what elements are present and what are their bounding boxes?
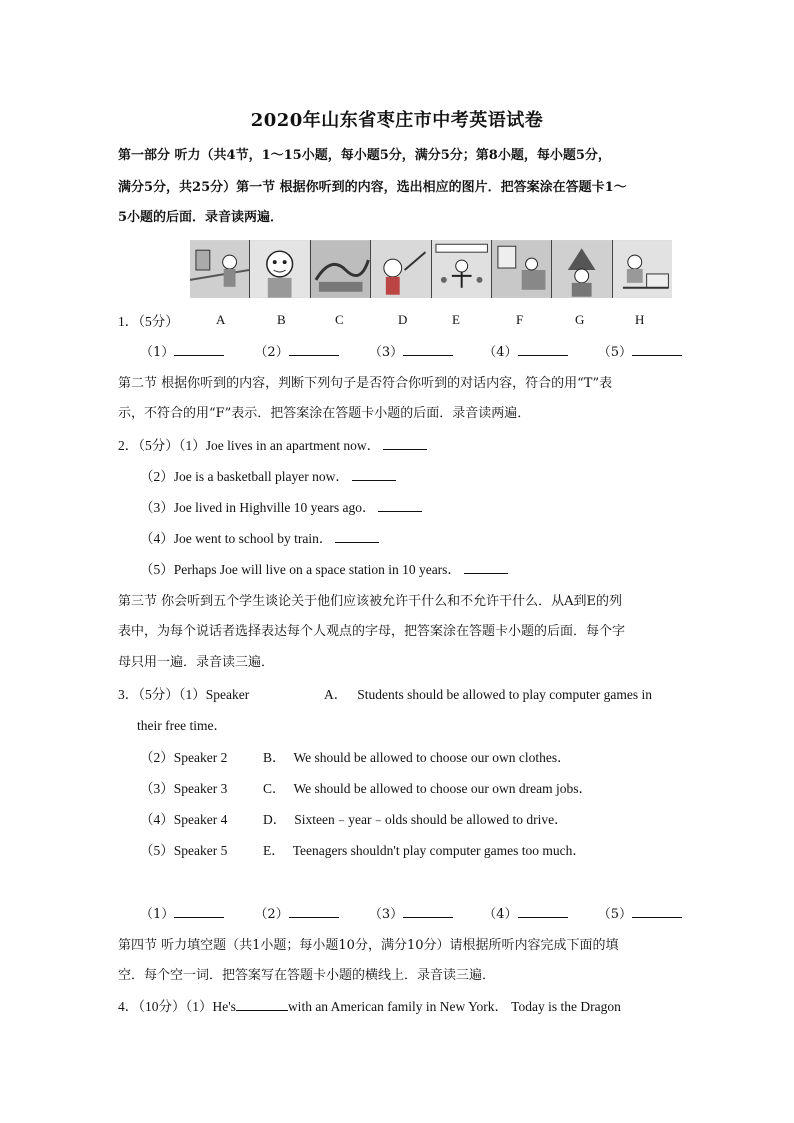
question-2-item-1 — [118, 438, 427, 454]
fill-in-blank[interactable] — [236, 999, 288, 1011]
item-number: （4） — [140, 531, 174, 546]
question-2-label: 2．（5分） — [118, 438, 179, 453]
answer-blank[interactable] — [632, 344, 682, 356]
q1-blank-label: （3） — [368, 345, 404, 360]
question-3-row-5 — [140, 843, 227, 859]
item-number: （2） — [140, 750, 174, 765]
answer-blank[interactable] — [403, 906, 453, 918]
picture-e — [432, 240, 492, 298]
answer-blank[interactable] — [352, 469, 396, 481]
picture-h — [613, 240, 672, 298]
statement-text: Joe went to school by train． — [173, 531, 333, 546]
question-3-row-3 — [140, 781, 227, 797]
q3-blank-label: （4） — [483, 907, 518, 922]
option-letter: E． — [263, 843, 285, 858]
listening-picture-strip — [190, 240, 672, 298]
question-3-row-1 — [118, 687, 249, 703]
answer-blank[interactable] — [518, 344, 568, 356]
section3-instructions-line1: 第三节 你会听到五个学生谈论关于他们应该被允许干什么和不允许干什么．从A到E的列 — [118, 594, 623, 609]
option-letter: B． — [263, 750, 286, 765]
option-d — [263, 812, 568, 828]
option-text: Teenagers shouldn't play computer games too much． — [292, 843, 586, 858]
question-4-item-1 — [118, 999, 621, 1015]
q1-blank-label: （1） — [140, 345, 175, 360]
speaker-label: Speaker 5 — [173, 843, 228, 858]
answer-blank[interactable] — [464, 562, 508, 574]
picture-letter-a: A — [216, 312, 226, 327]
picture-letter-d: D — [398, 312, 408, 327]
section3-instructions-line2: 表中，为每个说话者选择表达每个人观点的字母，把答案涂在答题卡小题的后面．每个字 — [118, 624, 626, 639]
answer-blank[interactable] — [335, 531, 379, 543]
speaker-label: Speaker 4 — [173, 812, 228, 827]
answer-blank[interactable] — [289, 906, 339, 918]
q3-blank-label: （5） — [597, 907, 632, 922]
q3-blank-label: （3） — [368, 907, 404, 922]
question-3-label: 3．（5分） — [118, 687, 179, 702]
item-number: （5） — [140, 843, 174, 858]
speaker-label: Speaker 2 — [173, 750, 228, 765]
part1-instructions-line2: 满分5分，共25分）第一节 根据你听到的内容，选出相应的图片．把答案涂在答题卡1～ — [118, 180, 627, 195]
option-a-continuation: their free time． — [137, 718, 227, 733]
q1-blank-label: （4） — [483, 345, 518, 360]
question-3-row-4 — [140, 812, 227, 828]
option-letter: C． — [263, 781, 286, 796]
picture-letter-b: B — [277, 312, 286, 327]
statement-text: Perhaps Joe will live on a space station in 10 years． — [173, 562, 461, 577]
option-c — [263, 781, 592, 797]
exam-title: 2020年山东省枣庄市中考英语试卷 — [250, 110, 544, 131]
q3-blank-label: （1） — [140, 907, 175, 922]
question-2-item-3 — [140, 500, 422, 516]
section4-instructions-line2: 空．每个空一词．把答案写在答题卡小题的横线上．录音读三遍． — [118, 968, 496, 983]
item-number: （1） — [178, 438, 206, 453]
speaker-label: Speaker 3 — [173, 781, 228, 796]
q1-blank-label: （2） — [254, 345, 289, 360]
item-number: （5） — [140, 562, 174, 577]
item-number: （2） — [140, 469, 174, 484]
option-letter: D． — [263, 812, 287, 827]
picture-letter-f: F — [516, 312, 524, 327]
picture-f — [492, 240, 552, 298]
option-b — [263, 750, 571, 766]
sentence-start: He's — [212, 999, 236, 1014]
section2-instructions-line1: 第二节 根据你听到的内容，判断下列句子是否符合你听到的对话内容，符合的用“T”表 — [118, 376, 613, 391]
q1-answer-blanks — [140, 344, 682, 361]
section4-instructions-line1: 第四节 听力填空题（共1小题；每小题10分，满分10分）请根据所听内容完成下面的填 — [118, 938, 619, 953]
section2-instructions-line2: 示，不符合的用“F”表示．把答案涂在答题卡小题的后面．录音读两遍． — [118, 406, 531, 421]
section3-instructions-line3: 母只用一遍．录音读三遍． — [118, 655, 275, 670]
question-2-item-4 — [140, 531, 379, 547]
answer-blank[interactable] — [383, 438, 427, 450]
q3-answer-blanks — [140, 906, 682, 923]
item-number: （3） — [140, 500, 174, 515]
q3-blank-label: （2） — [254, 907, 289, 922]
question-2-item-5 — [140, 562, 508, 578]
answer-blank[interactable] — [403, 344, 453, 356]
question-2-item-2 — [140, 469, 396, 485]
option-text: Students should be allowed to play computer games in — [357, 687, 652, 702]
part1-instructions-line1: 第一部分 听力（共4节，1～15小题，每小题5分，满分5分；第8小题，每小题5分， — [118, 148, 611, 163]
option-e — [263, 843, 586, 859]
question-4-label: 4．（10分） — [118, 999, 186, 1014]
answer-blank[interactable] — [174, 344, 224, 356]
picture-letter-g: G — [575, 312, 585, 327]
picture-g — [552, 240, 612, 298]
answer-blank[interactable] — [378, 500, 422, 512]
sentence-end: with an American family in New York． Today is the Dragon — [287, 999, 621, 1014]
option-letter: A． — [324, 687, 348, 702]
option-text: We should be allowed to choose our own dream jobs． — [293, 781, 592, 796]
picture-d — [371, 240, 431, 298]
item-number: （1） — [185, 999, 213, 1014]
picture-b — [250, 240, 310, 298]
answer-blank[interactable] — [518, 906, 568, 918]
picture-c — [311, 240, 371, 298]
statement-text: Joe lives in an apartment now． — [205, 438, 381, 453]
option-a — [324, 687, 652, 703]
picture-letter-h: H — [635, 312, 645, 327]
statement-text: Joe is a basketball player now． — [173, 469, 349, 484]
picture-letter-e: E — [452, 312, 460, 327]
picture-letter-c: C — [335, 312, 344, 327]
question-1-label: 1．（5分） — [118, 314, 179, 329]
part1-instructions-line3: 5小题的后面．录音读两遍． — [118, 210, 284, 225]
item-number: （3） — [140, 781, 174, 796]
option-text: Sixteen﹣year﹣olds should be allowed to drive． — [294, 812, 568, 827]
speaker-label: Speaker — [205, 687, 250, 702]
item-number: （4） — [140, 812, 174, 827]
question-3-row-2 — [140, 750, 227, 766]
picture-a — [190, 240, 250, 298]
answer-blank[interactable] — [289, 344, 339, 356]
item-number: （1） — [178, 687, 206, 702]
answer-blank[interactable] — [174, 906, 224, 918]
option-text: We should be allowed to choose our own clothes． — [293, 750, 571, 765]
answer-blank[interactable] — [632, 906, 682, 918]
q1-blank-label: （5） — [597, 345, 632, 360]
statement-text: Joe lived in Highville 10 years ago． — [173, 500, 376, 515]
